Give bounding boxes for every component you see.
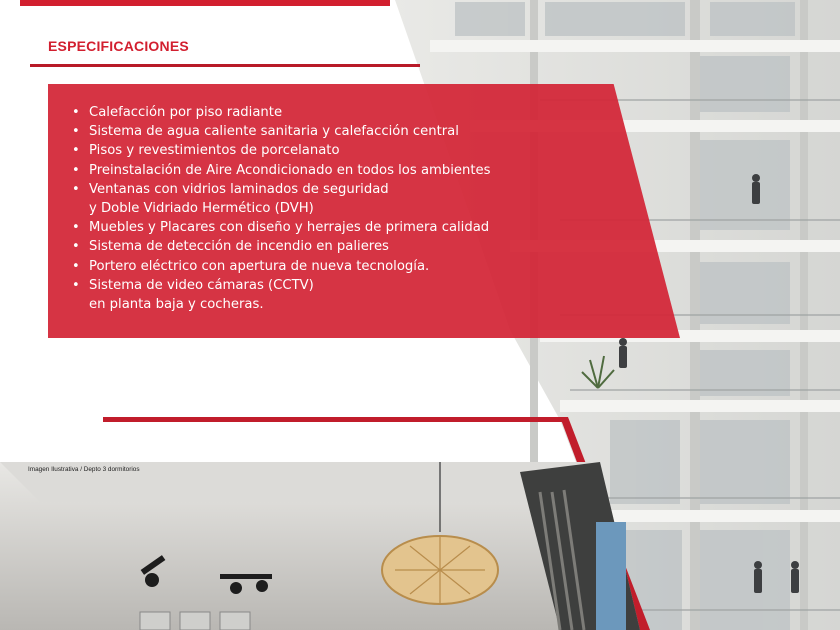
- specification-text: en planta baja y cocheras.: [89, 297, 264, 313]
- specification-item: [70, 103, 630, 122]
- interior-render-image: [0, 462, 640, 630]
- specification-item: [70, 141, 630, 160]
- section-title: ESPECIFICACIONES: [48, 38, 189, 54]
- specification-item: [70, 276, 630, 314]
- specification-item: [70, 218, 630, 237]
- specification-text: • Sistema de video cámaras (CCTV): [89, 277, 314, 293]
- specification-text: • Muebles y Placares con diseño y herrajes de primera calidad: [89, 220, 490, 236]
- specification-text: • Pisos y revestimientos de porcelanato: [89, 143, 340, 159]
- specification-item: [70, 257, 630, 276]
- specification-text: • Calefacción por piso radiante: [89, 105, 283, 120]
- specification-item: [70, 237, 630, 256]
- specification-text: • Sistema de detección de incendio en palieres: [89, 239, 389, 255]
- specification-item: [70, 180, 630, 218]
- specification-text: • Sistema de agua caliente sanitaria y calefacción central: [89, 124, 459, 140]
- specifications-list: [70, 103, 630, 314]
- specification-item: [70, 161, 630, 180]
- specification-text: • Ventanas con vidrios laminados de seguridad: [89, 181, 389, 197]
- specification-item: [70, 122, 630, 141]
- specification-text: • Portero eléctrico con apertura de nueva tecnología.: [89, 258, 430, 274]
- title-underline: [30, 64, 420, 67]
- interior-image-caption: Imagen Ilustrativa / Depto 3 dormitorios: [28, 466, 140, 473]
- mid-accent-bar: [103, 417, 568, 422]
- top-accent-bar: [20, 0, 390, 6]
- specification-text: • Preinstalación de Aire Acondicionado en todos los ambientes: [89, 162, 491, 178]
- specification-text: y Doble Vidriado Hermético (DVH): [89, 201, 314, 217]
